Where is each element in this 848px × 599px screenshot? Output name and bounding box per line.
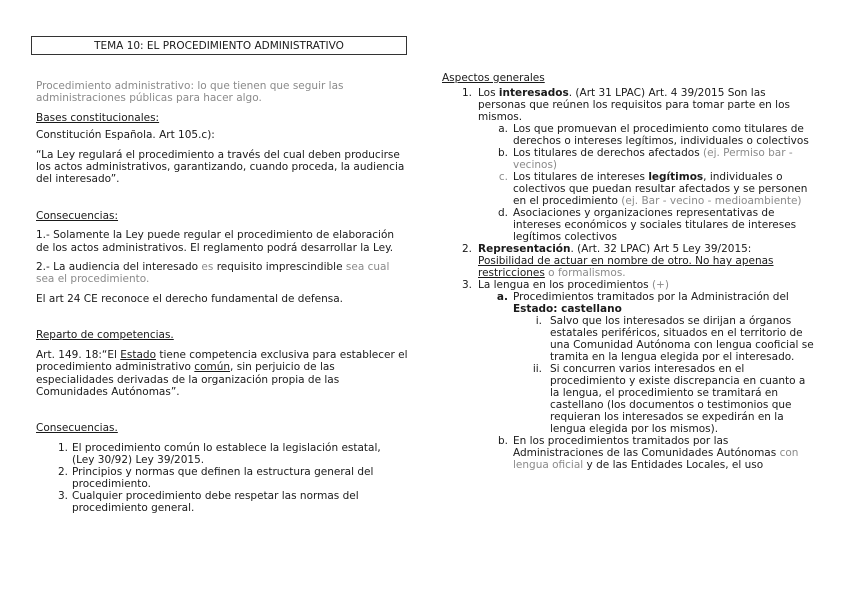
consecuencia-2: 2.- La audiencia del interesado es requisito imprescindible sea cual sea el procedimiento. (36, 261, 390, 286)
aspectos-heading: Aspectos generales (442, 72, 545, 84)
reparto-text: Art. 149. 18:“El Estado tiene competencia exclusiva para establecer el procedimiento administrativo común, sin perjuicio de las especialidades derivadas de la organización propia de las Comunidades Autónomas”. (36, 348, 408, 398)
constitution-quote: “La Ley regulará el procedimiento a través del cual deben producirse los actos administrativos, garantizando, cuando proceda, la audiencia del interesado”. (36, 148, 405, 186)
list-item: 1. Los interesados. (Art 31 LPAC) Art. 4 39/2015 Son las personas que reúnen los requisitos para tomar parte en los mismos. a. Los que promuevan el procedimiento como titulares de derechos o intereses legítimos, individuales o colectivos b. Los titulares de derechos afectados (ej. Permiso bar - vecinos) c. Los titulares de intereses legítimos, individuales o colectivos que puedan resultar afectados y se personen en el procedimiento (ej. Bar - vecino - medioambiente) d. Asociaciones y organizaciones representativas de intereses económicos y sociales titulares de intereses legítimos colectivos (461, 87, 809, 244)
list-item: 2. Principios y normas que definen la estructura general del procedimiento. (57, 465, 374, 490)
right-column (442, 72, 814, 471)
bases-heading: Bases constitucionales: (36, 111, 160, 124)
document-title-box (31, 36, 407, 55)
list-item: 1. El procedimiento común lo establece la legislación estatal, (Ley 30/92) Ley 39/2015. (57, 441, 381, 466)
list-item: 3. Cualquier procedimiento debe respetar las normas del procedimiento general. (57, 489, 359, 514)
consecuencia-1: 1.- Solamente la Ley puede regular el procedimiento de elaboración de los actos administrativos. El reglamento podrá desarrollar la Ley. (36, 229, 395, 254)
consecuencias-heading-2: Consecuencias. (36, 422, 118, 435)
constitucion-text: Constitución Española. Art 105.c): (36, 129, 215, 142)
intro-text: Procedimiento administrativo: lo que tienen que seguir las administraciones públicas para hacer algo. (36, 80, 344, 105)
left-column (36, 80, 408, 514)
list-item: 2. Representación. (Art. 32 LPAC) Art 5 Ley 39/2015: Posibilidad de actuar en nombre de otro. No hay apenas restricciones o formalismos. (461, 243, 774, 280)
document-title: TEMA 10: EL PROCEDIMIENTO ADMINISTRATIVO (94, 40, 344, 52)
consecuencias-heading-1: Consecuencias: (36, 209, 119, 222)
list-item: 3. La lengua en los procedimientos (+) a. Procedimientos tramitados por la Administración del Estado: castellano i. Salvo que los interesados se dirijan a órganos estatales periféricos, situados en el territorio de una Comunidad Autónoma con lengua cooficial se tramita en la lengua elegida por el interesado. ii. Si concurren varios interesados en el procedimiento y existe discrepancia en cuanto a la lengua, el procedimiento se tramitará en castellano (los documentos o testimonios que requieran los interesados se expedirán en la lengua elegida por los mismos). b. En los procedimientos tramitados por las Administraciones de las Comunidades Autónomas con lengua oficial y de las Entidades Locales, el uso (461, 279, 814, 472)
consecuencia-3: El art 24 CE reconoce el derecho fundamental de defensa. (36, 292, 343, 305)
reparto-heading: Reparto de competencias. (36, 329, 174, 342)
consecuencias-list (36, 442, 406, 514)
